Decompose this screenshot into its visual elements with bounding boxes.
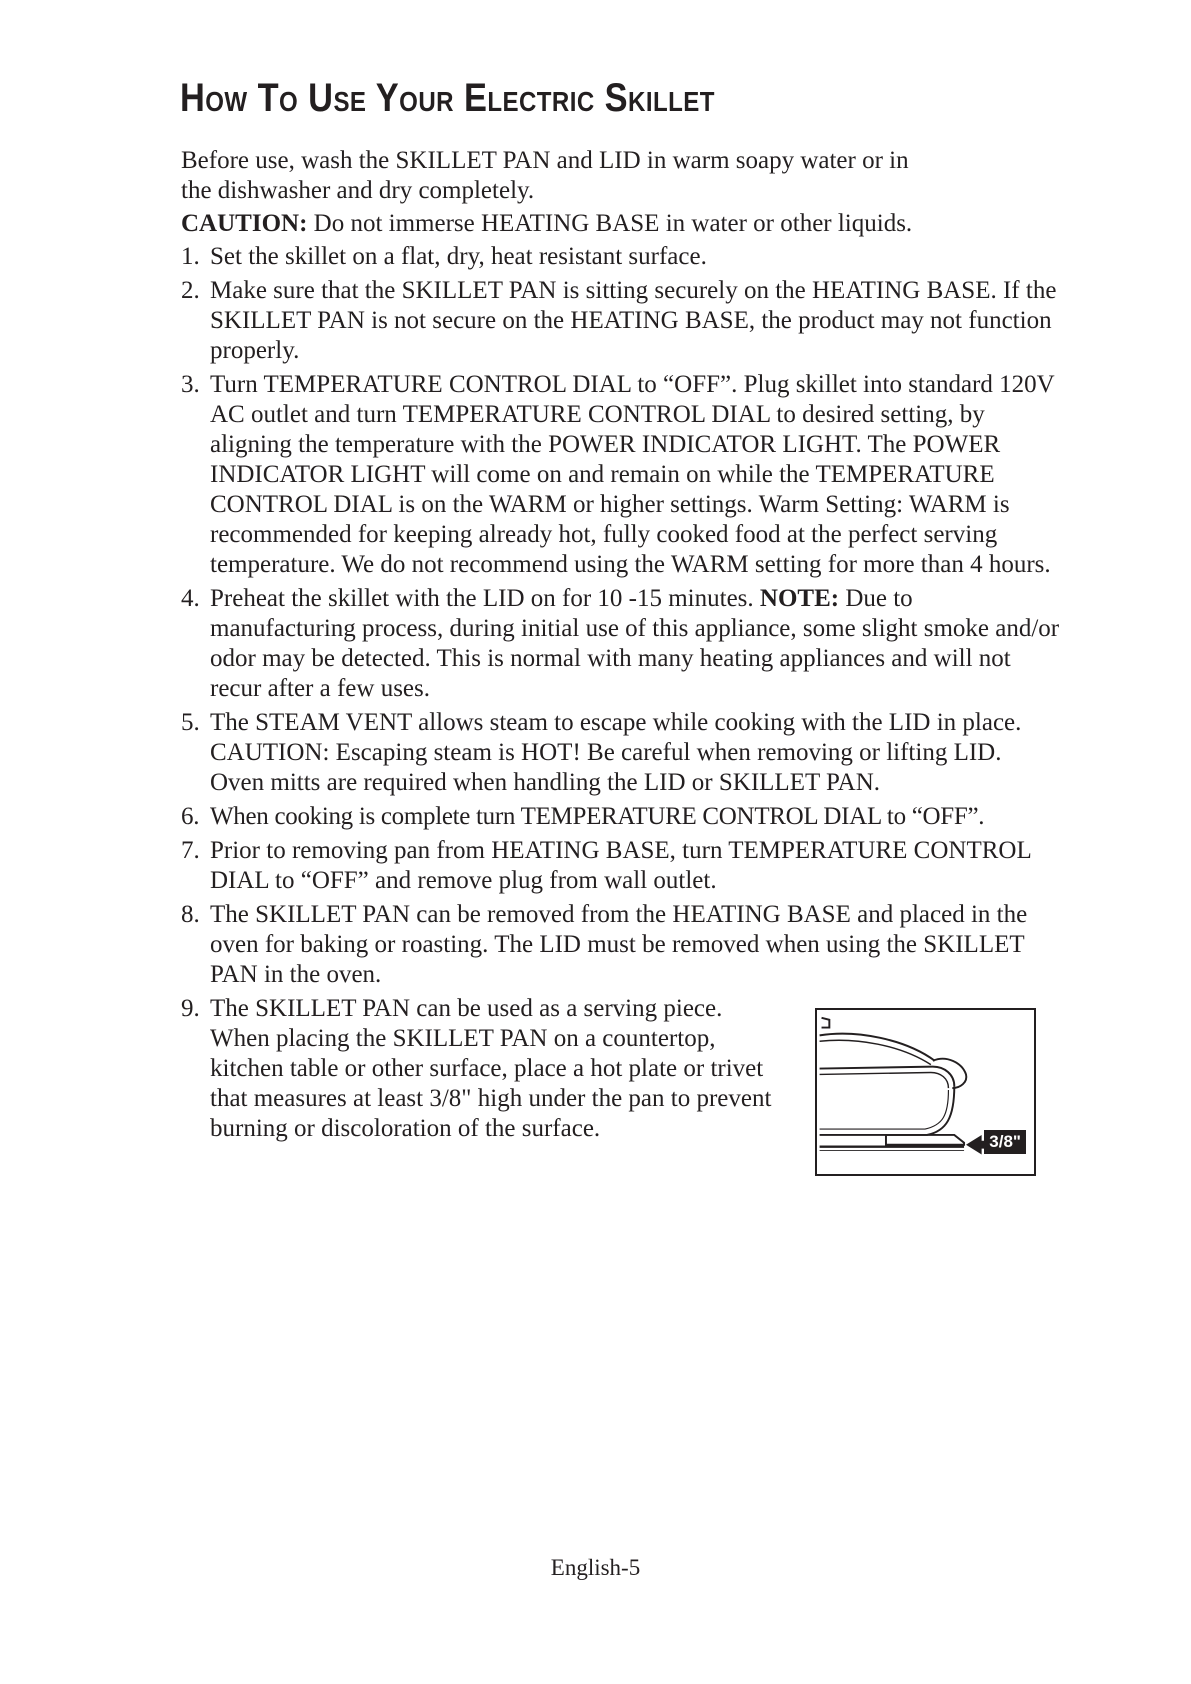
step-number: 4.: [181, 585, 200, 612]
step-text: Make sure that the SKILLET PAN is sitting securely on the HEATING BASE. If the SKILLET PAN is not secure on the HEATING BASE, the product may not function properly.: [210, 277, 1057, 364]
list-item: [181, 584, 1061, 704]
caution-lead: CAUTION:: [181, 210, 308, 237]
step-text: The SKILLET PAN can be removed from the HEATING BASE and placed in the oven for baking or roasting. The LID must be removed when using the SKILLET PAN in the oven.: [210, 901, 1028, 988]
step-number: 7.: [181, 837, 200, 864]
step-text: The SKILLET PAN can be used as a serving piece. When placing the SKILLET PAN on a countertop, kitchen table or other surface, place a hot plate or trivet that measures at least 3/8" high under the pan to prevent burning or discoloration of the surface.: [210, 995, 772, 1142]
step-text: Set the skillet on a flat, dry, heat resistant surface.: [210, 243, 707, 270]
list-item: [181, 836, 1061, 896]
step-number: 6.: [181, 803, 200, 830]
step-text: Turn TEMPERATURE CONTROL DIAL to “OFF”. Plug skillet into standard 120V AC outlet and turn TEMPERATURE CONTROL DIAL to desired setting, by aligning the temperature with the POWER INDICATOR LIGHT. The POWER INDICATOR LIGHT will come on and remain on while the TEMPERATURE CONTROL DIAL is on the WARM or higher settings. Warm Setting: WARM is recommended for keeping already hot, fully cooked food at the perfect serving temperature. We do not recommend using the WARM setting for more than 4 hours.: [210, 371, 1055, 578]
step-number: 3.: [181, 371, 200, 398]
step-text-before: Preheat the skillet with the LID on for 10 -15 minutes.: [210, 585, 760, 612]
step-number: 5.: [181, 709, 200, 736]
intro-paragraph: Before use, wash the SKILLET PAN and LID in warm soapy water or in the dishwasher and dry completely.: [181, 147, 909, 204]
instructions-body: [181, 146, 1061, 1148]
list-item: [181, 900, 1061, 990]
step-number: 9.: [181, 995, 200, 1022]
list-item: [181, 276, 1061, 366]
list-item: [181, 802, 1061, 832]
step-text: Prior to removing pan from HEATING BASE, turn TEMPERATURE CONTROL DIAL to “OFF” and remove plug from wall outlet.: [210, 837, 1031, 894]
measure-label: 3/8": [984, 1130, 1026, 1154]
trivet-height-illustration: [815, 1008, 1036, 1176]
step-number: 2.: [181, 277, 200, 304]
list-item: [181, 708, 1061, 798]
list-item: [181, 994, 780, 1144]
step-text: The STEAM VENT allows steam to escape while cooking with the LID in place. CAUTION: Escaping steam is HOT! Be careful when removing or lifting LID. Oven mitts are required when handling the LID or SKILLET PAN.: [210, 709, 1022, 796]
step-number: 8.: [181, 901, 200, 928]
step-number: 1.: [181, 243, 200, 270]
list-item: [181, 242, 1061, 272]
step-text: When cooking is complete turn TEMPERATURE CONTROL DIAL to “OFF”.: [210, 803, 985, 830]
note-lead: NOTE:: [759, 585, 840, 612]
step-text-after: Due to manufacturing process, during initial use of this appliance, some slight smoke and/or odor may be detected. This is normal with many heating appliances and will not recur after a few uses.: [210, 585, 1060, 702]
page-number: English-5: [550, 1555, 641, 1580]
caution-text: Do not immerse HEATING BASE in water or other liquids.: [307, 210, 913, 237]
caution-paragraph: [181, 209, 1061, 239]
list-item: [181, 370, 1060, 580]
page-title: How To Use Your Electric Skillet: [180, 76, 715, 120]
